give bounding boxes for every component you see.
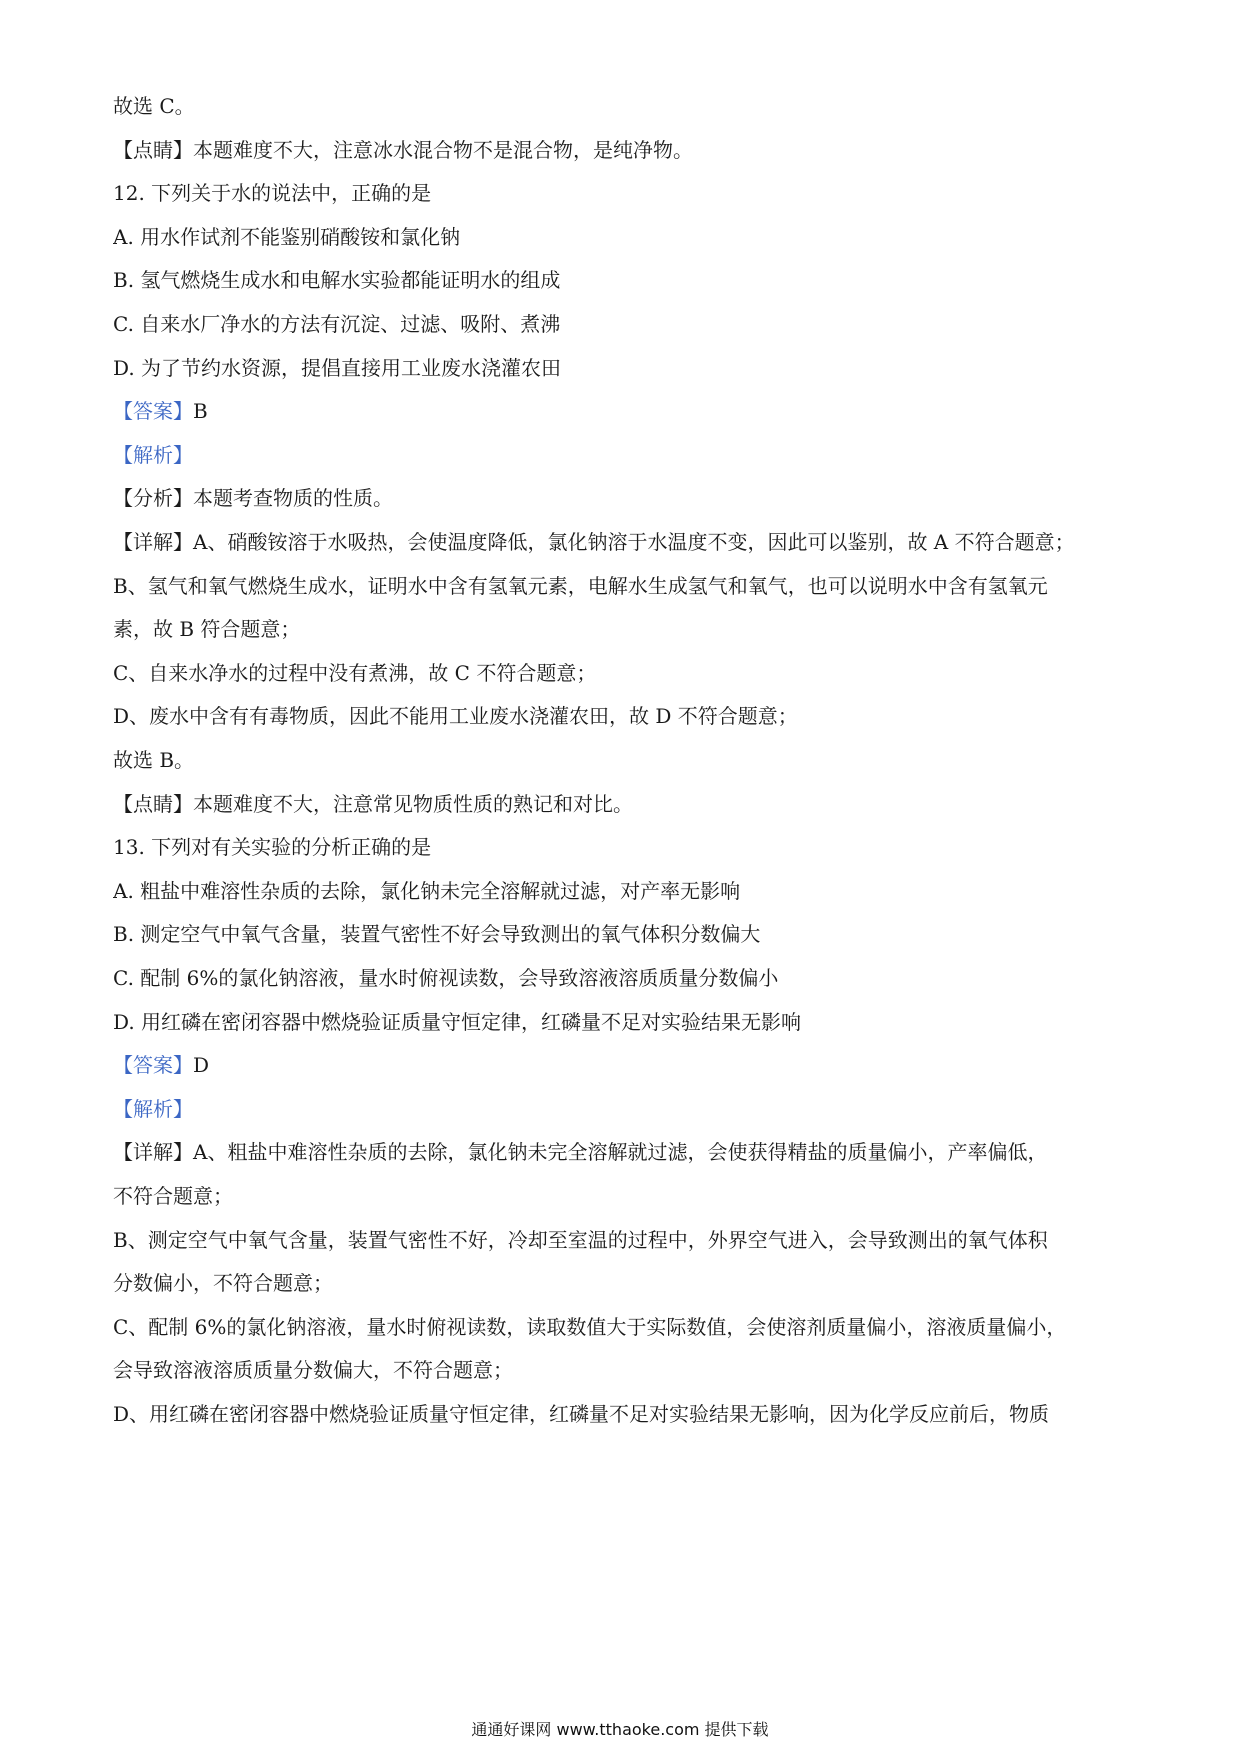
- text-line: [113, 921, 1133, 947]
- line-text: 【分析】本题考查物质的性质。: [113, 486, 393, 510]
- text-line: [113, 398, 1133, 424]
- text-line: [113, 878, 1133, 904]
- line-text: 故选 B。: [113, 748, 195, 772]
- line-text: B、氢气和氧气燃烧生成水，证明水中含有氢氧元素，电解水生成氢气和氧气，也可以说明水中含有氢氧元: [113, 574, 1048, 598]
- line-text: 【详解】A、粗盐中难溶性杂质的去除，氯化钠未完全溶解就过滤，会使获得精盐的质量偏小，产率偏低，: [113, 1140, 1048, 1164]
- text-line: [113, 791, 1133, 817]
- line-text: C. 配制 6%的氯化钠溶液，量水时俯视读数，会导致溶液溶质质量分数偏小: [113, 966, 779, 990]
- line-text: 故选 C。: [113, 94, 195, 118]
- line-text: 【详解】A、硝酸铵溶于水吸热，会使温度降低，氯化钠溶于水温度不变，因此可以鉴别，故 A 不符合题意；: [113, 530, 1075, 554]
- line-text: C. 自来水厂净水的方法有沉淀、过滤、吸附、煮沸: [113, 312, 561, 336]
- text-line: [113, 616, 1133, 642]
- text-line: [113, 1227, 1133, 1253]
- text-line: [113, 1270, 1133, 1296]
- text-line: [113, 485, 1133, 511]
- text-line: [113, 1314, 1133, 1340]
- text-line: [113, 703, 1133, 729]
- line-text: D. 用红磷在密闭容器中燃烧验证质量守恒定律，红磷量不足对实验结果无影响: [113, 1010, 802, 1034]
- text-line: [113, 1009, 1133, 1035]
- line-text: 【点睛】本题难度不大，注意冰水混合物不是混合物，是纯净物。: [113, 138, 693, 162]
- text-line: [113, 224, 1133, 250]
- text-line: [113, 747, 1133, 773]
- line-text: C、自来水净水的过程中没有煮沸，故 C 不符合题意；: [113, 661, 597, 685]
- text-line: [113, 834, 1133, 860]
- section-label: 【解析】: [113, 1097, 193, 1121]
- line-text: B、测定空气中氧气含量，装置气密性不好，冷却至室温的过程中，外界空气进入，会导致测出的氧气体积: [113, 1228, 1048, 1252]
- text-line: [113, 442, 1133, 468]
- line-text: 【点睛】本题难度不大，注意常见物质性质的熟记和对比。: [113, 792, 633, 816]
- text-line: [113, 573, 1133, 599]
- page-footer: 通通好课网 www.tthaoke.com 提供下载: [471, 1720, 769, 1739]
- text-line: [113, 1183, 1133, 1209]
- line-text: 不符合题意；: [113, 1184, 233, 1208]
- text-line: [113, 355, 1133, 381]
- text-line: [113, 93, 1133, 119]
- line-text: B: [193, 399, 208, 423]
- text-line: [113, 1357, 1133, 1383]
- text-line: [113, 965, 1133, 991]
- line-text: B. 氢气燃烧生成水和电解水实验都能证明水的组成: [113, 268, 561, 292]
- text-line: [113, 1401, 1133, 1427]
- section-label: 【解析】: [113, 443, 193, 467]
- line-text: 12. 下列关于水的说法中，正确的是: [113, 181, 432, 205]
- text-line: [113, 180, 1133, 206]
- line-text: B. 测定空气中氧气含量，装置气密性不好会导致测出的氧气体积分数偏大: [113, 922, 761, 946]
- section-label: 【答案】: [113, 399, 193, 423]
- line-text: A. 粗盐中难溶性杂质的去除，氯化钠未完全溶解就过滤，对产率无影响: [113, 879, 741, 903]
- line-text: 13. 下列对有关实验的分析正确的是: [113, 835, 432, 859]
- line-text: D. 为了节约水资源，提倡直接用工业废水浇灌农田: [113, 356, 562, 380]
- text-line: [113, 1139, 1133, 1165]
- text-line: [113, 137, 1133, 163]
- text-line: [113, 1096, 1133, 1122]
- line-text: 会导致溶液溶质质量分数偏大，不符合题意；: [113, 1358, 513, 1382]
- text-line: [113, 311, 1133, 337]
- line-text: D、用红磷在密闭容器中燃烧验证质量守恒定律，红磷量不足对实验结果无影响，因为化学反应前后，物质: [113, 1402, 1050, 1426]
- line-text: D: [193, 1053, 210, 1077]
- text-line: [113, 529, 1133, 555]
- text-line: [113, 1052, 1133, 1078]
- line-text: D、废水中含有有毒物质，因此不能用工业废水浇灌农田，故 D 不符合题意；: [113, 704, 798, 728]
- text-line: [113, 660, 1133, 686]
- line-text: 分数偏小，不符合题意；: [113, 1271, 333, 1295]
- section-label: 【答案】: [113, 1053, 193, 1077]
- line-text: 素，故 B 符合题意；: [113, 617, 301, 641]
- text-line: [113, 267, 1133, 293]
- line-text: A. 用水作试剂不能鉴别硝酸铵和氯化钠: [113, 225, 461, 249]
- line-text: C、配制 6%的氯化钠溶液，量水时俯视读数，读取数值大于实际数值，会使溶剂质量偏小，溶液质量偏小，: [113, 1315, 1067, 1339]
